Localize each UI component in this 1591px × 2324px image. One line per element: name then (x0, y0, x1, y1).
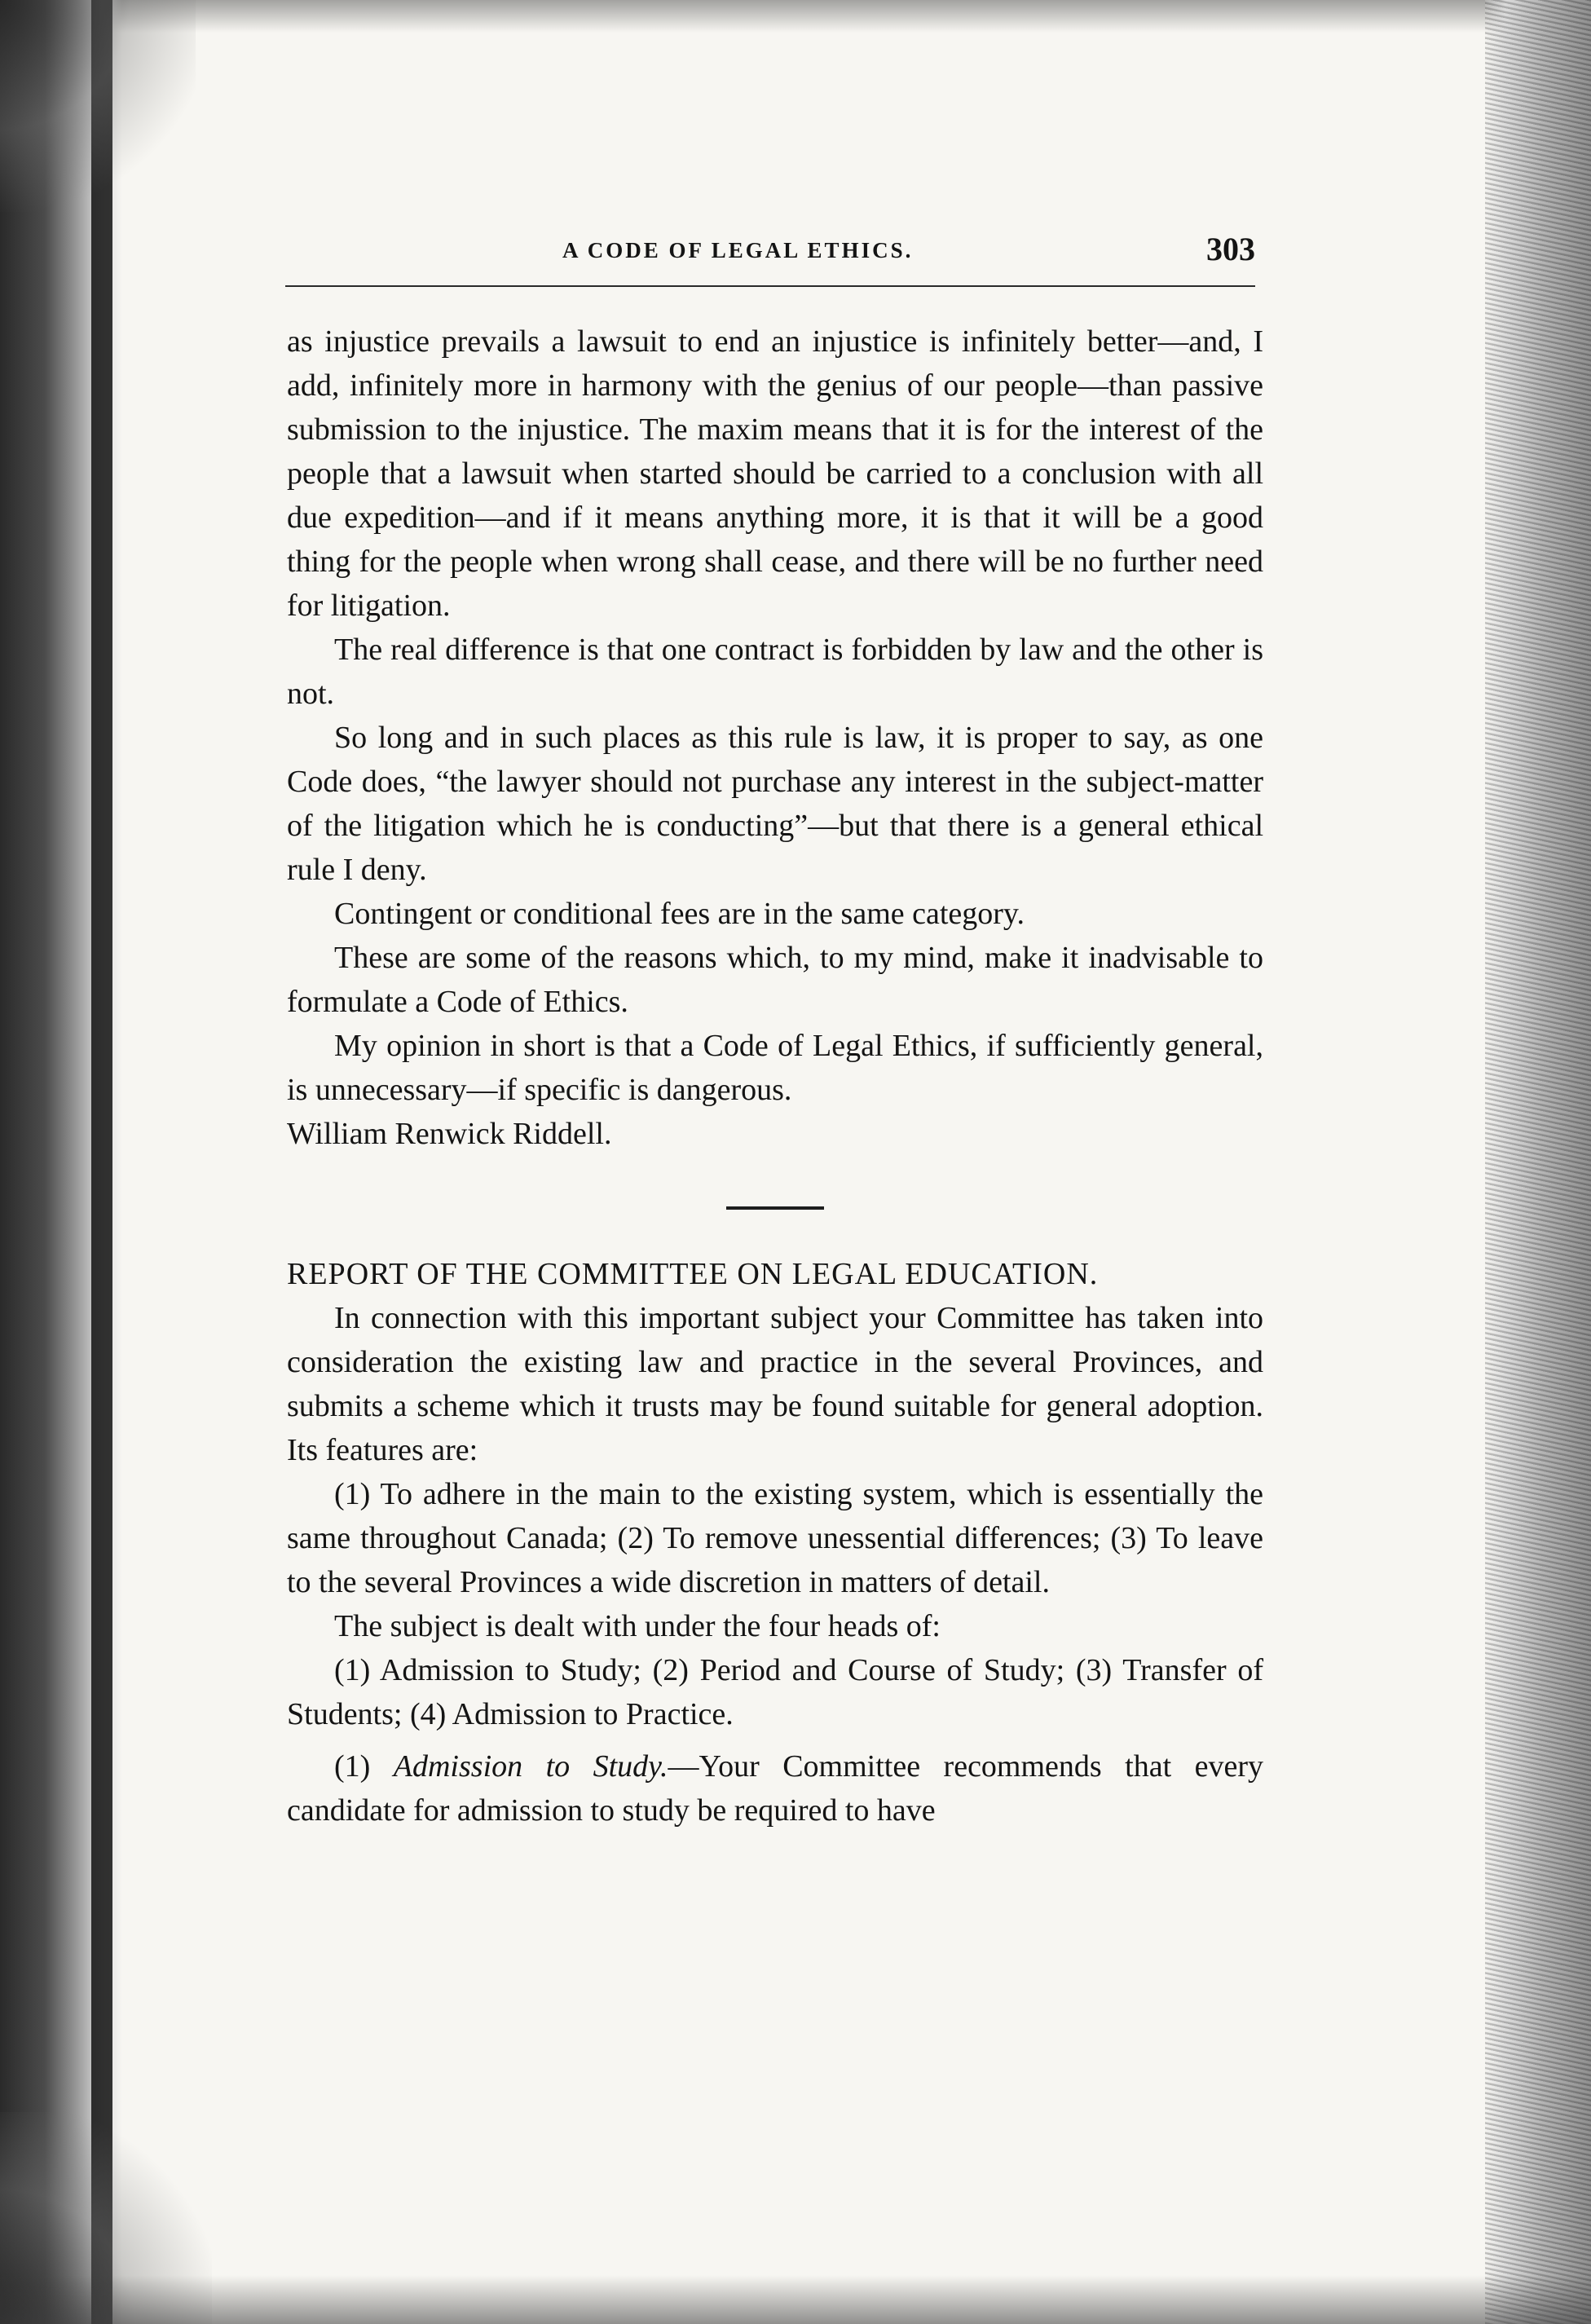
paragraph-report-heads-intro: The subject is dealt with under the four heads of: (334, 1609, 941, 1643)
header-rule (285, 285, 1255, 287)
author-signature: William Renwick Riddell. (287, 1117, 612, 1151)
paragraph-lawsuit-maxim: as injustice prevails a lawsuit to end an injustice is infinitely better—and, I add, infinitely more in harmony with the genius of our people—than passive submission to the injustice. The maxim means that it is for the interest of the people that a lawsuit when started should be carried to a conclusion with all due expedition—and if it means anything more, it is that it will be a good thing for the people when wrong shall cease, and there will be no further need for litigation. (287, 324, 1263, 623)
scan-shadow-right (1485, 0, 1591, 2324)
paragraph-code-rule: So long and in such places as this rule is law, it is proper to say, as one Code does, “the lawyer should not purchase any interest in the subject-matter of the litigation which he is conducting”—but that there is a general ethical rule I deny. (287, 721, 1263, 887)
paragraph-report-intro: In connection with this important subject your Committee has taken into consideration the existing law and practice in the several Provinces, and submits a scheme which it trusts may be found suitable for general adoption. Its features are: (287, 1301, 1263, 1467)
scan-shadow-bottom (0, 2275, 1591, 2324)
paragraph-opinion: My opinion in short is that a Code of Legal Ethics, if sufficiently general, is unnecessary—if specific is dangerous. (287, 1029, 1263, 1107)
paragraph-report-heads: (1) Admission to Study; (2) Period and Course of Study; (3) Transfer of Students; (4) Admission to Practice. (287, 1653, 1263, 1731)
page-body (287, 320, 1263, 1832)
paragraph-reasons: These are some of the reasons which, to my mind, make it inadvisable to formulate a Code of Ethics. (287, 941, 1263, 1019)
section-title: REPORT OF THE COMMITTEE ON LEGAL EDUCATION. (287, 1257, 1099, 1291)
page-number: 303 (1206, 231, 1255, 267)
paragraph-contingent-fees: Contingent or conditional fees are in the same category. (334, 897, 1025, 931)
section-divider (726, 1206, 824, 1210)
paragraph-real-difference: The real difference is that one contract is forbidden by law and the other is not. (287, 633, 1263, 711)
admission-heading: Admission to Study. (393, 1749, 668, 1784)
paragraph-admission-to-study (287, 1744, 1263, 1832)
admission-text: —Your Committee recommends that every candidate for admission to study be required to have (287, 1749, 1264, 1828)
admission-item-number: (1) (334, 1749, 394, 1784)
running-header (285, 230, 1255, 271)
running-head-title: A CODE OF LEGAL ETHICS. (562, 238, 914, 262)
scan-shadow-top (0, 0, 1591, 33)
paragraph-report-features: (1) To adhere in the main to the existing system, which is essentially the same throughout Canada; (2) To remove unessential differences; (3) To leave to the several Provinces a wide discretion in matters of detail. (287, 1477, 1263, 1599)
scan-smudge-top-left (0, 0, 196, 212)
binding-edge (91, 0, 112, 2324)
